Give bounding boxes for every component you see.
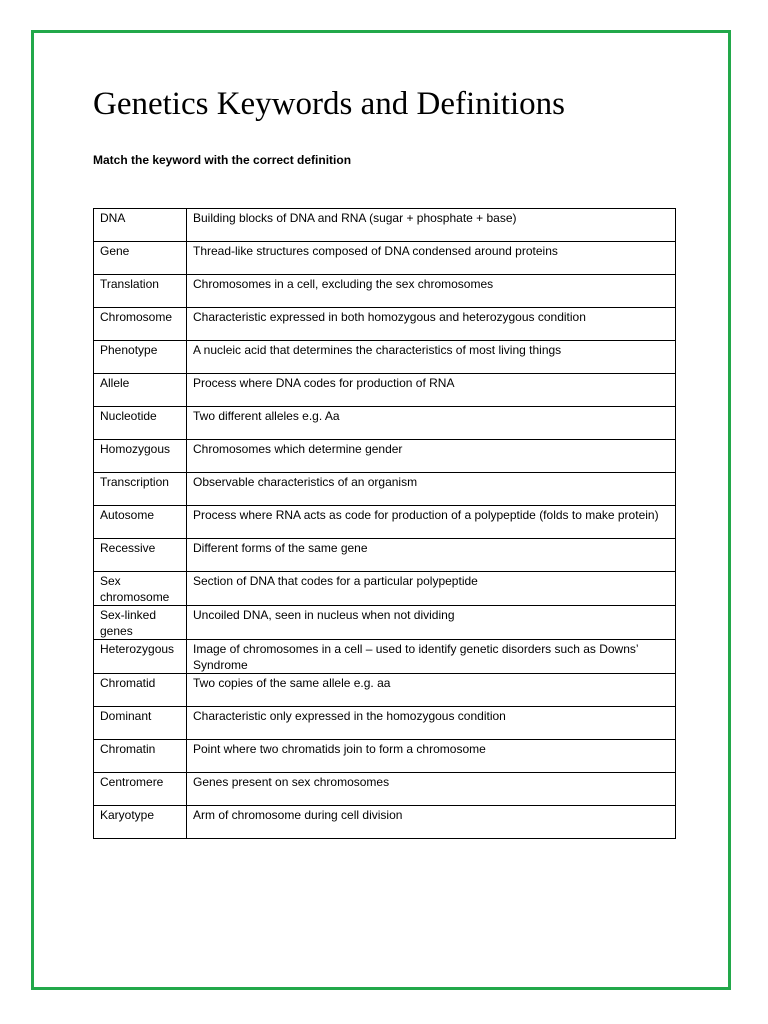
definition-cell: Arm of chromosome during cell division (187, 806, 676, 839)
definition-cell: Thread-like structures composed of DNA condensed around proteins (187, 242, 676, 275)
table-row (94, 473, 676, 506)
keyword-cell: Phenotype (94, 341, 187, 374)
keyword-cell: Centromere (94, 773, 187, 806)
keyword-cell: Karyotype (94, 806, 187, 839)
table-row (94, 674, 676, 707)
table-row (94, 572, 676, 606)
table-row (94, 374, 676, 407)
keyword-cell: DNA (94, 209, 187, 242)
table-row (94, 806, 676, 839)
instruction-text: Match the keyword with the correct definition (93, 153, 352, 167)
table-row (94, 740, 676, 773)
definition-cell: Chromosomes in a cell, excluding the sex chromosomes (187, 275, 676, 308)
table-row (94, 539, 676, 572)
table-row (94, 773, 676, 806)
definition-cell: Building blocks of DNA and RNA (sugar + phosphate + base) (187, 209, 676, 242)
definition-cell: Chromosomes which determine gender (187, 440, 676, 473)
definition-cell: Point where two chromatids join to form a chromosome (187, 740, 676, 773)
table-row (94, 407, 676, 440)
definition-cell: Section of DNA that codes for a particular polypeptide (187, 572, 676, 606)
document-title: Genetics Keywords and Definitions (93, 86, 565, 122)
table-body (94, 209, 676, 839)
definition-cell: Characteristic only expressed in the homozygous condition (187, 707, 676, 740)
definition-cell: Two different alleles e.g. Aa (187, 407, 676, 440)
table-row (94, 506, 676, 539)
definition-cell: Two copies of the same allele e.g. aa (187, 674, 676, 707)
definition-cell: Genes present on sex chromosomes (187, 773, 676, 806)
keyword-cell: Chromatid (94, 674, 187, 707)
keyword-definition-table (93, 208, 676, 839)
definition-cell: Observable characteristics of an organism (187, 473, 676, 506)
keyword-cell: Heterozygous (94, 640, 187, 674)
table-row (94, 606, 676, 640)
definition-cell: Process where DNA codes for production of RNA (187, 374, 676, 407)
keyword-cell: Allele (94, 374, 187, 407)
definition-cell: Characteristic expressed in both homozygous and heterozygous condition (187, 308, 676, 341)
definition-cell: Image of chromosomes in a cell – used to identify genetic disorders such as Downs’ Syndrome (187, 640, 676, 674)
keyword-cell: Sex chromosome (94, 572, 187, 606)
table-row (94, 275, 676, 308)
keyword-cell: Gene (94, 242, 187, 275)
keyword-cell: Nucleotide (94, 407, 187, 440)
keyword-cell: Recessive (94, 539, 187, 572)
keyword-cell: Dominant (94, 707, 187, 740)
definition-cell: A nucleic acid that determines the characteristics of most living things (187, 341, 676, 374)
definition-cell: Uncoiled DNA, seen in nucleus when not dividing (187, 606, 676, 640)
keyword-cell: Translation (94, 275, 187, 308)
table-row (94, 640, 676, 674)
table-row (94, 341, 676, 374)
definition-cell: Different forms of the same gene (187, 539, 676, 572)
keyword-cell: Homozygous (94, 440, 187, 473)
table-row (94, 440, 676, 473)
table-row (94, 707, 676, 740)
definition-cell: Process where RNA acts as code for production of a polypeptide (folds to make protein) (187, 506, 676, 539)
table-row (94, 308, 676, 341)
keyword-cell: Transcription (94, 473, 187, 506)
keyword-cell: Chromatin (94, 740, 187, 773)
table-row (94, 242, 676, 275)
keyword-cell: Sex-linked genes (94, 606, 187, 640)
keyword-cell: Chromosome (94, 308, 187, 341)
table-row (94, 209, 676, 242)
keyword-cell: Autosome (94, 506, 187, 539)
